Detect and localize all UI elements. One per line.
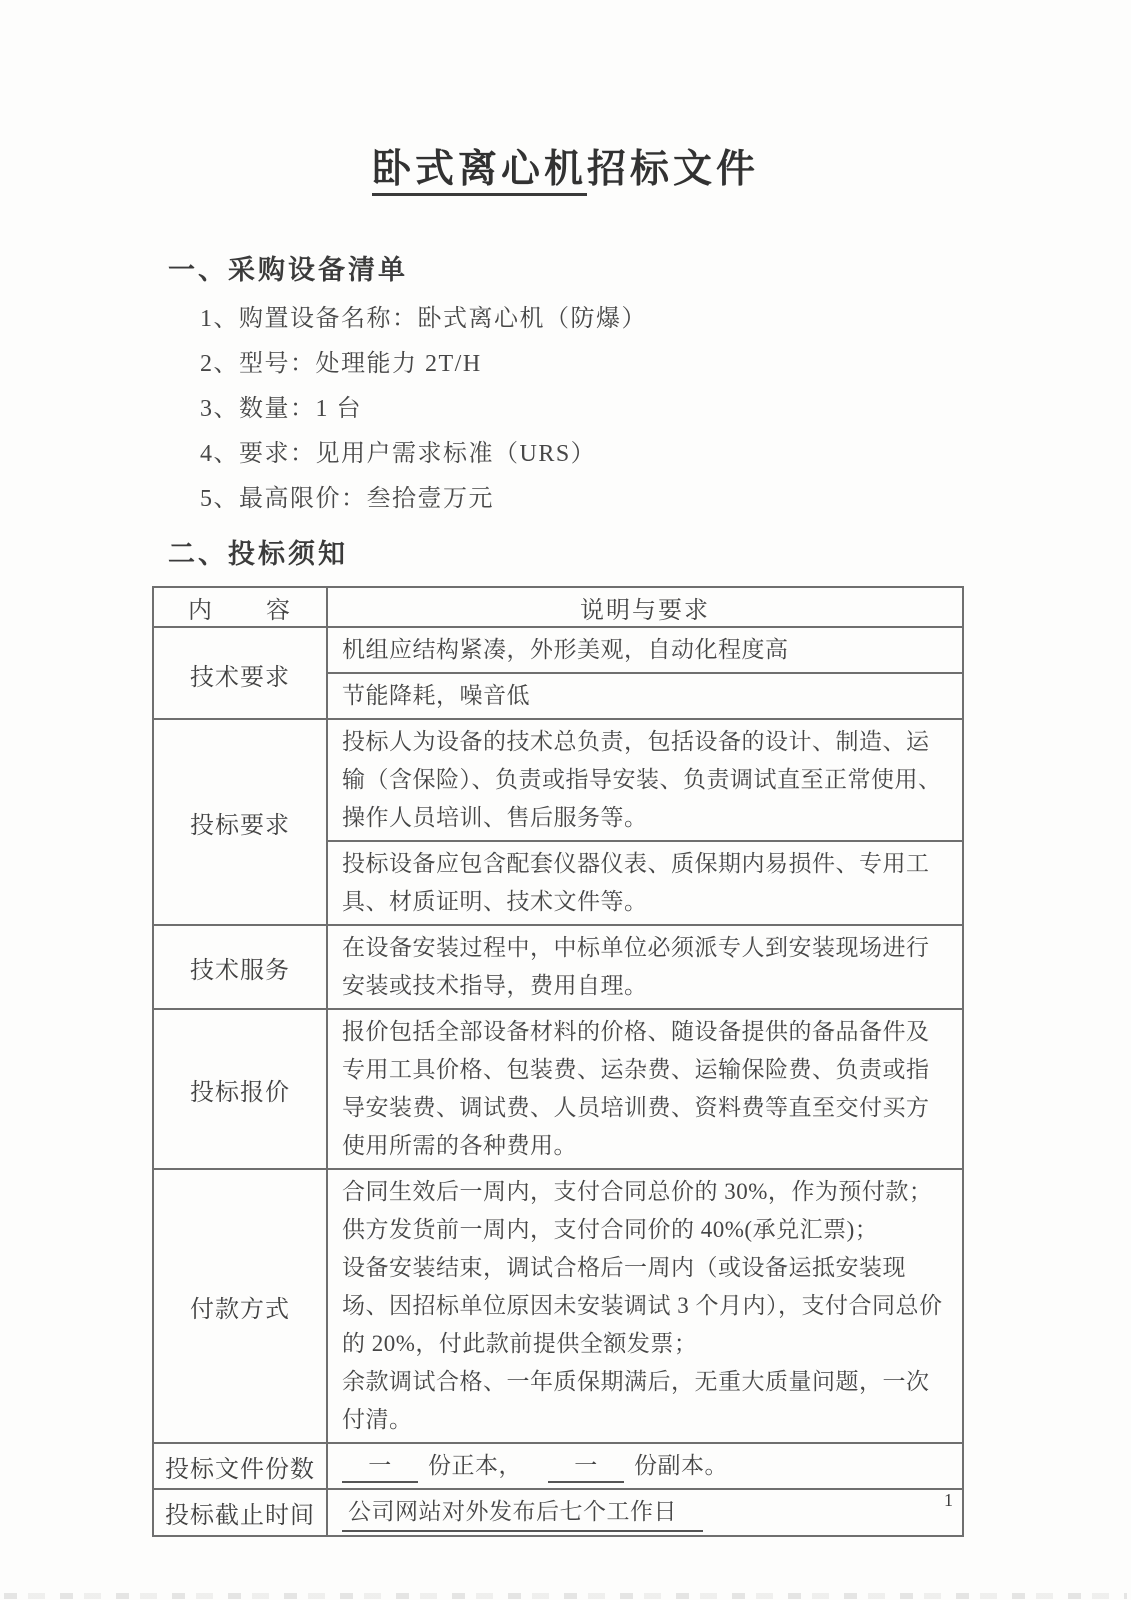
bid-deadline-cell bbox=[327, 1489, 963, 1536]
table-row bbox=[153, 719, 963, 841]
payment-term-1: 合同生效后一周内，支付合同总价的 30%，作为预付款； bbox=[342, 1179, 933, 1204]
page-number: 1 bbox=[944, 1490, 953, 1510]
bid-requirement-para-2: 投标设备应包含配套仪器仪表、质保期内易损件、专用工具、材质证明、技术文件等。 bbox=[327, 841, 963, 925]
list-item-quantity: 3、数量：1 台 bbox=[200, 396, 362, 422]
table-row bbox=[153, 1169, 963, 1443]
table-row bbox=[153, 1009, 963, 1169]
row-label-payment-terms: 付款方式 bbox=[153, 1169, 327, 1443]
tech-requirement-line-1: 机组应结构紧凑，外形美观，自动化程度高 bbox=[327, 627, 963, 673]
section-2-heading: 二、投标须知 bbox=[168, 539, 348, 569]
tech-requirement-line-2: 节能降耗，噪音低 bbox=[327, 673, 963, 719]
table-row bbox=[153, 1443, 963, 1489]
bid-price-para: 报价包括全部设备材料的价格、随设备提供的备品备件及专用工具价格、包装费、运杂费、运输保险费、负责或指导安装费、调试费、人员培训费、资料费等直至交付买方使用所需的各种费用。 bbox=[327, 1009, 963, 1169]
payment-term-3: 设备安装结束，调试合格后一周内（或设备运抵安装现场、因招标单位原因未安装调试 3 个月内），支付合同总价的 20%，付此款前提供全额发票； bbox=[342, 1255, 943, 1356]
copies-duplicate-blank: 一 bbox=[548, 1451, 624, 1483]
header-description-column: 说明与要求 bbox=[327, 587, 963, 627]
payment-terms-cell bbox=[327, 1169, 963, 1443]
header-content-column: 内 容 bbox=[153, 587, 327, 627]
bid-notice-table bbox=[152, 586, 964, 1537]
copies-original-text: 份正本， bbox=[428, 1453, 522, 1478]
scan-cutoff-text-artifact bbox=[4, 1593, 1127, 1599]
bid-requirement-para-1: 投标人为设备的技术总负责，包括设备的设计、制造、运输（含保险）、负责或指导安装、负责调试直至正常使用、操作人员培训、售后服务等。 bbox=[327, 719, 963, 841]
row-label-bid-requirements: 投标要求 bbox=[153, 719, 327, 925]
table-row bbox=[153, 627, 963, 673]
equipment-list bbox=[200, 297, 647, 522]
list-item-requirement: 4、要求：见用户需求标准（URS） bbox=[200, 441, 597, 467]
table-header-row bbox=[153, 587, 963, 627]
list-item-device-name: 1、购置设备名称：卧式离心机（防爆） bbox=[200, 306, 647, 332]
document-title bbox=[0, 138, 1131, 194]
row-label-document-copies: 投标文件份数 bbox=[153, 1443, 327, 1489]
table-row bbox=[153, 925, 963, 1009]
document-copies-cell bbox=[327, 1443, 963, 1489]
section-1-heading: 一、采购设备清单 bbox=[168, 255, 408, 285]
title-underlined-part: 卧式离心机 bbox=[372, 148, 587, 196]
table-row bbox=[153, 1489, 963, 1536]
copies-duplicate-text: 份副本。 bbox=[634, 1453, 728, 1478]
list-item-price-limit: 5、最高限价：叁拾壹万元 bbox=[200, 486, 494, 512]
row-label-tech-requirements: 技术要求 bbox=[153, 627, 327, 719]
list-item-model: 2、型号：处理能力 2T/H bbox=[200, 351, 482, 377]
bid-deadline-value: 公司网站对外发布后七个工作日 bbox=[342, 1496, 703, 1532]
row-label-bid-deadline: 投标截止时间 bbox=[153, 1489, 327, 1536]
title-rest-part: 招标文件 bbox=[587, 148, 760, 191]
row-label-tech-service: 技术服务 bbox=[153, 925, 327, 1009]
payment-term-4: 余款调试合格、一年质保期满后，无重大质量问题，一次付清。 bbox=[342, 1369, 930, 1432]
tech-service-para: 在设备安装过程中，中标单位必须派专人到安装现场进行安装或技术指导，费用自理。 bbox=[327, 925, 963, 1009]
copies-original-blank: 一 bbox=[342, 1451, 418, 1483]
payment-term-2: 供方发货前一周内，支付合同价的 40%(承兑汇票)； bbox=[342, 1217, 879, 1242]
row-label-bid-price: 投标报价 bbox=[153, 1009, 327, 1169]
